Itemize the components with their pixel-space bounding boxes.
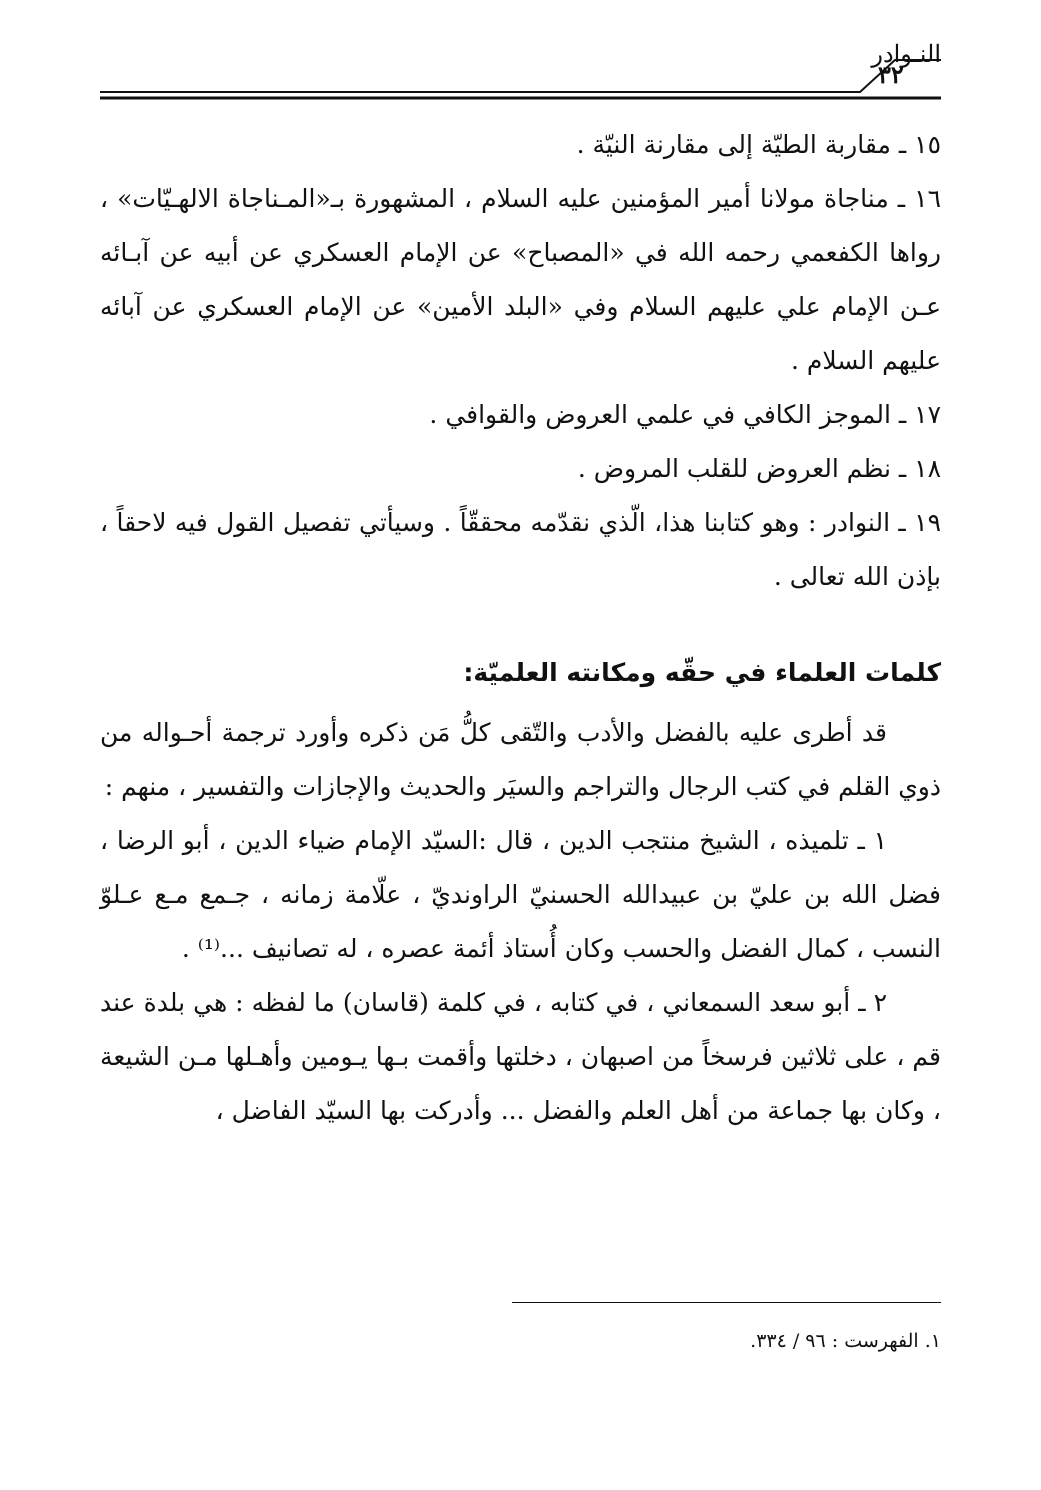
list-item: ١٨ ـ نظم العروض للقلب المروض . (577, 454, 941, 483)
paragraph: ١ ـ تلميذه ، الشيخ منتجب الدين ، قال :السيّد الإمام ضياء الدين ، أبو الرضا ، فضل الله بن عليّ بن عبيدالله الحسنيّ الراونديّ ، علّامة زمانه ، جـمع مـع عـلوّ النسب ، كمال الفضل والحسب وكان أُستاذ أئمة عصره ، له تصانيف ...⁽¹⁾ . (100, 826, 941, 963)
paragraph: ٢ ـ أبو سعد السمعاني ، في كتابه ، في كلمة (قاسان) ما لفظه : هي بلدة عند قم ، على ثلاثين فرسخاً من اصبهان ، دخلتها وأقمت بـها يـومين وأهـلها مـن الشيعة ، وكان بها جماعة من أهل العلم والفضل ... وأدركت بها السيّد الفاضل ، (100, 988, 941, 1125)
footnote: ١. الفهرست : ٩٦ / ٣٣٤. (750, 1330, 941, 1352)
list-item: ١٧ ـ الموجز الكافي في علمي العروض والقوافي . (429, 400, 941, 429)
page-number: ٣٢ (878, 60, 904, 89)
footnote-rule (512, 1302, 941, 1303)
running-title: النـوادر (871, 40, 941, 68)
section-heading: كلمات العلماء في حقّه ومكانته العلميّة: (463, 658, 941, 687)
list-item: ١٥ ـ مقاربة الطيّة إلى مقارنة النيّة . (576, 130, 941, 159)
list-item: ١٩ ـ النوادر : وهو كتابنا هذا، الّذي نقدّمه محققّاً . وسيأتي تفصيل القول فيه لاحقاً ، بإذن الله تعالى . (100, 508, 941, 591)
paragraph: قد أطرى عليه بالفضل والأدب والتّقى كلُّ مَن ذكره وأورد ترجمة أحـواله من ذوي القلم في كتب الرجال والتراجم والسيَر والحديث والإجازات والتفسير ، منهم : (100, 718, 941, 801)
page-body (100, 118, 941, 1138)
list-item: ١٦ ـ مناجاة مولانا أمير المؤمنين عليه السلام ، المشهورة بـ«المـناجاة الالهـيّات» ، رواها الكفعمي رحمه الله في «المصباح» عن الإمام العسكري عن أبيه عن آبـائه عـن الإمام علي عليهم السلام وفي «البلد الأمين» عن الإمام العسكري عن آبائه عليهم السلام . (100, 184, 941, 375)
